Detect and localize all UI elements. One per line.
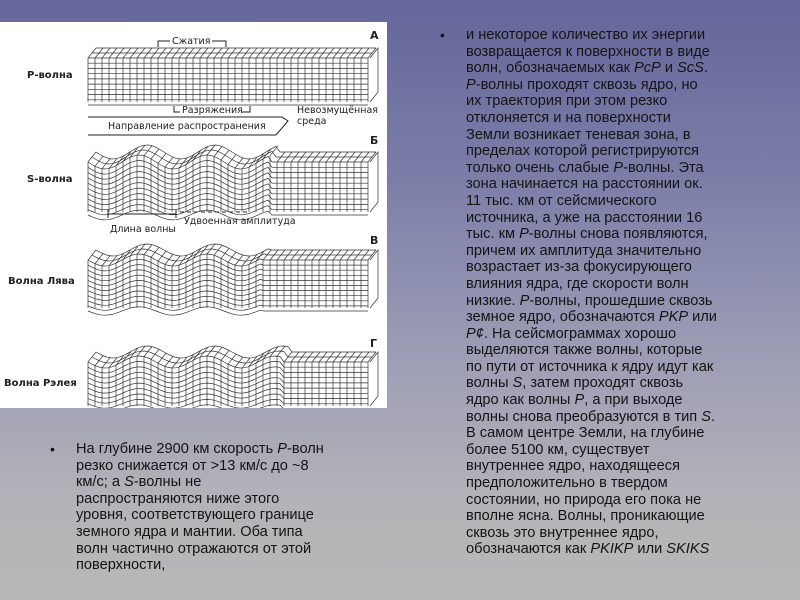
bullet-text: [76, 441, 395, 574]
text-segment: обозначаются как: [466, 541, 591, 558]
text-segment: , затем проходят сквозь: [522, 375, 684, 392]
text-line: [466, 525, 785, 542]
text-segment: волн, обозначаемых как: [466, 60, 635, 77]
text-segment: 11 тыс. км от сейсмического: [466, 192, 657, 209]
text-line: [466, 359, 785, 376]
bullet-depth-2900: [50, 441, 395, 574]
text-line: [466, 93, 785, 110]
bullet-dot: •: [440, 27, 445, 43]
annotation-undisturbed-1: Невозмущённая: [297, 105, 378, 116]
text-line: [466, 193, 785, 210]
italic-term: P: [613, 159, 624, 176]
text-segment: выделяются также волны, которые: [466, 342, 703, 359]
text-segment: . На сейсмограммах хорошо: [483, 325, 677, 342]
italic-term: PcP: [634, 60, 661, 77]
text-segment: внутреннее ядро, находящееся: [466, 458, 680, 475]
text-segment: зона начинается на расстоянии ок.: [466, 176, 703, 193]
text-line: [76, 491, 395, 508]
bullet-reflected-waves: [440, 27, 785, 558]
text-segment: предположительно в твердом: [466, 475, 668, 492]
text-segment: -волн: [287, 441, 324, 457]
text-line: [466, 342, 785, 359]
text-line: [466, 160, 785, 177]
text-line: [466, 326, 785, 343]
annotation-undisturbed-2: среда: [297, 116, 327, 127]
text-line: [466, 293, 785, 310]
love-wave-block-mesh: [88, 244, 378, 315]
text-line: [76, 557, 395, 574]
annotation-compression: Сжатия: [172, 36, 211, 47]
text-segment: .: [710, 408, 716, 425]
text-line: [466, 27, 785, 44]
text-line: [466, 77, 785, 94]
text-segment: источника, а уже на расстоянии 16: [466, 209, 703, 226]
text-segment: более 5100 км, существует: [466, 441, 650, 458]
italic-term: ScS: [677, 60, 704, 77]
text-line: [466, 226, 785, 243]
panel-letter-g: Г: [370, 337, 378, 350]
text-line: [466, 375, 785, 392]
text-line: [466, 127, 785, 144]
text-line: [466, 143, 785, 160]
italic-term: PKP: [658, 309, 689, 326]
italic-term: P: [519, 292, 530, 309]
text-segment: волн частично отражаются от этой: [76, 540, 312, 557]
italic-term: SKIKS: [666, 541, 710, 558]
text-line: [466, 60, 785, 77]
italic-term: P: [466, 76, 476, 93]
text-segment: -волны проходят сквозь ядро, но: [475, 76, 698, 93]
annotation-rarefaction: Разряжения: [182, 105, 243, 116]
text-segment: влияния ядра, где скорости волн: [466, 275, 689, 292]
text-segment: км/с; а: [76, 474, 125, 491]
text-segment: волны: [466, 375, 513, 392]
italic-term: PKIKP: [590, 541, 634, 558]
italic-term: P¢: [466, 325, 484, 342]
text-line: [466, 425, 785, 442]
text-segment: низкие.: [466, 292, 520, 309]
text-line: [466, 176, 785, 193]
seismic-waves-diagram: [0, 22, 387, 408]
label-p-wave: Р-волна: [27, 70, 73, 81]
panel-letter-v: В: [370, 234, 379, 247]
text-segment: возрастает из-за фокусирующего: [466, 259, 692, 276]
text-segment: их траектория при этом резко: [466, 93, 668, 110]
text-segment: отклоняется и на поверхности: [466, 109, 671, 126]
italic-term: S: [701, 408, 711, 425]
s-wave-block-mesh: [88, 145, 378, 220]
text-line: [466, 259, 785, 276]
p-wave-block: [88, 48, 378, 105]
text-segment: распространяются ниже этого: [76, 490, 280, 507]
rayleigh-wave-block-mesh: [88, 346, 378, 408]
label-s-wave: S-волна: [27, 174, 73, 185]
text-segment: -волны. Эта: [623, 159, 704, 176]
panel-letter-a: А: [370, 29, 379, 42]
text-segment: и: [660, 60, 678, 77]
text-segment: вполне ясна. Волны, проникающие: [466, 508, 705, 525]
text-segment: резко снижается от >13 км/с до ~8: [76, 457, 309, 474]
text-segment: пределах которой регистрируются: [466, 143, 699, 160]
annotation-direction: Направление распространения: [108, 121, 266, 132]
text-line: [466, 442, 785, 459]
text-line: [466, 458, 785, 475]
text-line: [76, 524, 395, 541]
text-segment: состоянии, но природа его пока не: [466, 491, 702, 508]
italic-term: P: [574, 392, 585, 409]
text-line: [466, 110, 785, 127]
text-segment: по пути от источника к ядру идут как: [466, 358, 714, 375]
text-segment: причем их амплитуда значительно: [466, 242, 702, 259]
text-line: [466, 44, 785, 61]
text-line: [466, 541, 785, 558]
label-love-wave: Волна Лява: [8, 276, 75, 287]
text-line: [466, 210, 785, 227]
bullet-dot: •: [50, 441, 55, 457]
annotation-wavelength: Длина волны: [110, 224, 176, 235]
s-wave-block: [88, 145, 378, 220]
label-rayleigh-wave: Волна Рэлея: [4, 378, 77, 389]
p-wave-block-mesh: [88, 48, 378, 105]
panel-letter-b: Б: [370, 134, 379, 147]
text-segment: земного ядра и мантии. Оба типа: [76, 523, 303, 540]
text-segment: земное ядро, обозначаются: [466, 309, 659, 326]
text-segment: .: [703, 60, 708, 77]
text-line: [466, 492, 785, 509]
text-line: [76, 541, 395, 558]
italic-term: S: [124, 474, 134, 491]
italic-term: S: [512, 375, 523, 392]
text-segment: поверхности,: [76, 557, 166, 574]
italic-term: P: [519, 226, 529, 243]
italic-term: P: [277, 441, 287, 457]
text-segment: тыс. км: [466, 226, 520, 243]
text-line: [466, 475, 785, 492]
text-line: [466, 276, 785, 293]
text-line: [466, 508, 785, 525]
text-line: [466, 309, 785, 326]
text-segment: и некоторое количество их энергии: [466, 27, 706, 43]
text-line: [466, 409, 785, 426]
text-segment: -волны не: [133, 474, 202, 491]
text-segment: -волны, прошедшие сквозь: [529, 292, 713, 309]
text-segment: только очень слабые: [466, 159, 614, 176]
text-line: [466, 392, 785, 409]
text-line: [466, 243, 785, 260]
text-segment: На глубине 2900 км скорость: [76, 441, 278, 457]
text-line: [76, 441, 395, 458]
bullet-text: [466, 27, 785, 558]
text-segment: ядро как волны: [466, 392, 575, 409]
text-segment: или: [633, 541, 667, 558]
rayleigh-wave-block: [88, 346, 378, 408]
love-wave-block: [88, 244, 378, 315]
text-segment: волны снова преобразуются в тип: [466, 408, 702, 425]
text-segment: уровня, соответствующего границе: [76, 507, 314, 524]
text-segment: , а при выходе: [584, 392, 683, 409]
text-segment: В самом центре Земли, на глубине: [466, 425, 705, 442]
text-segment: Земли возникает теневая зона, в: [466, 126, 691, 143]
text-line: [76, 474, 395, 491]
text-line: [76, 458, 395, 475]
text-line: [76, 507, 395, 524]
text-segment: или: [688, 309, 717, 326]
annotation-double-amplitude: Удвоенная амплитуда: [184, 216, 296, 227]
text-segment: -волны снова появляются,: [528, 226, 708, 243]
text-segment: сквозь это внутреннее ядро,: [466, 524, 659, 541]
text-segment: возвращается к поверхности в виде: [466, 43, 710, 60]
seismic-waves-figure: [0, 22, 387, 408]
